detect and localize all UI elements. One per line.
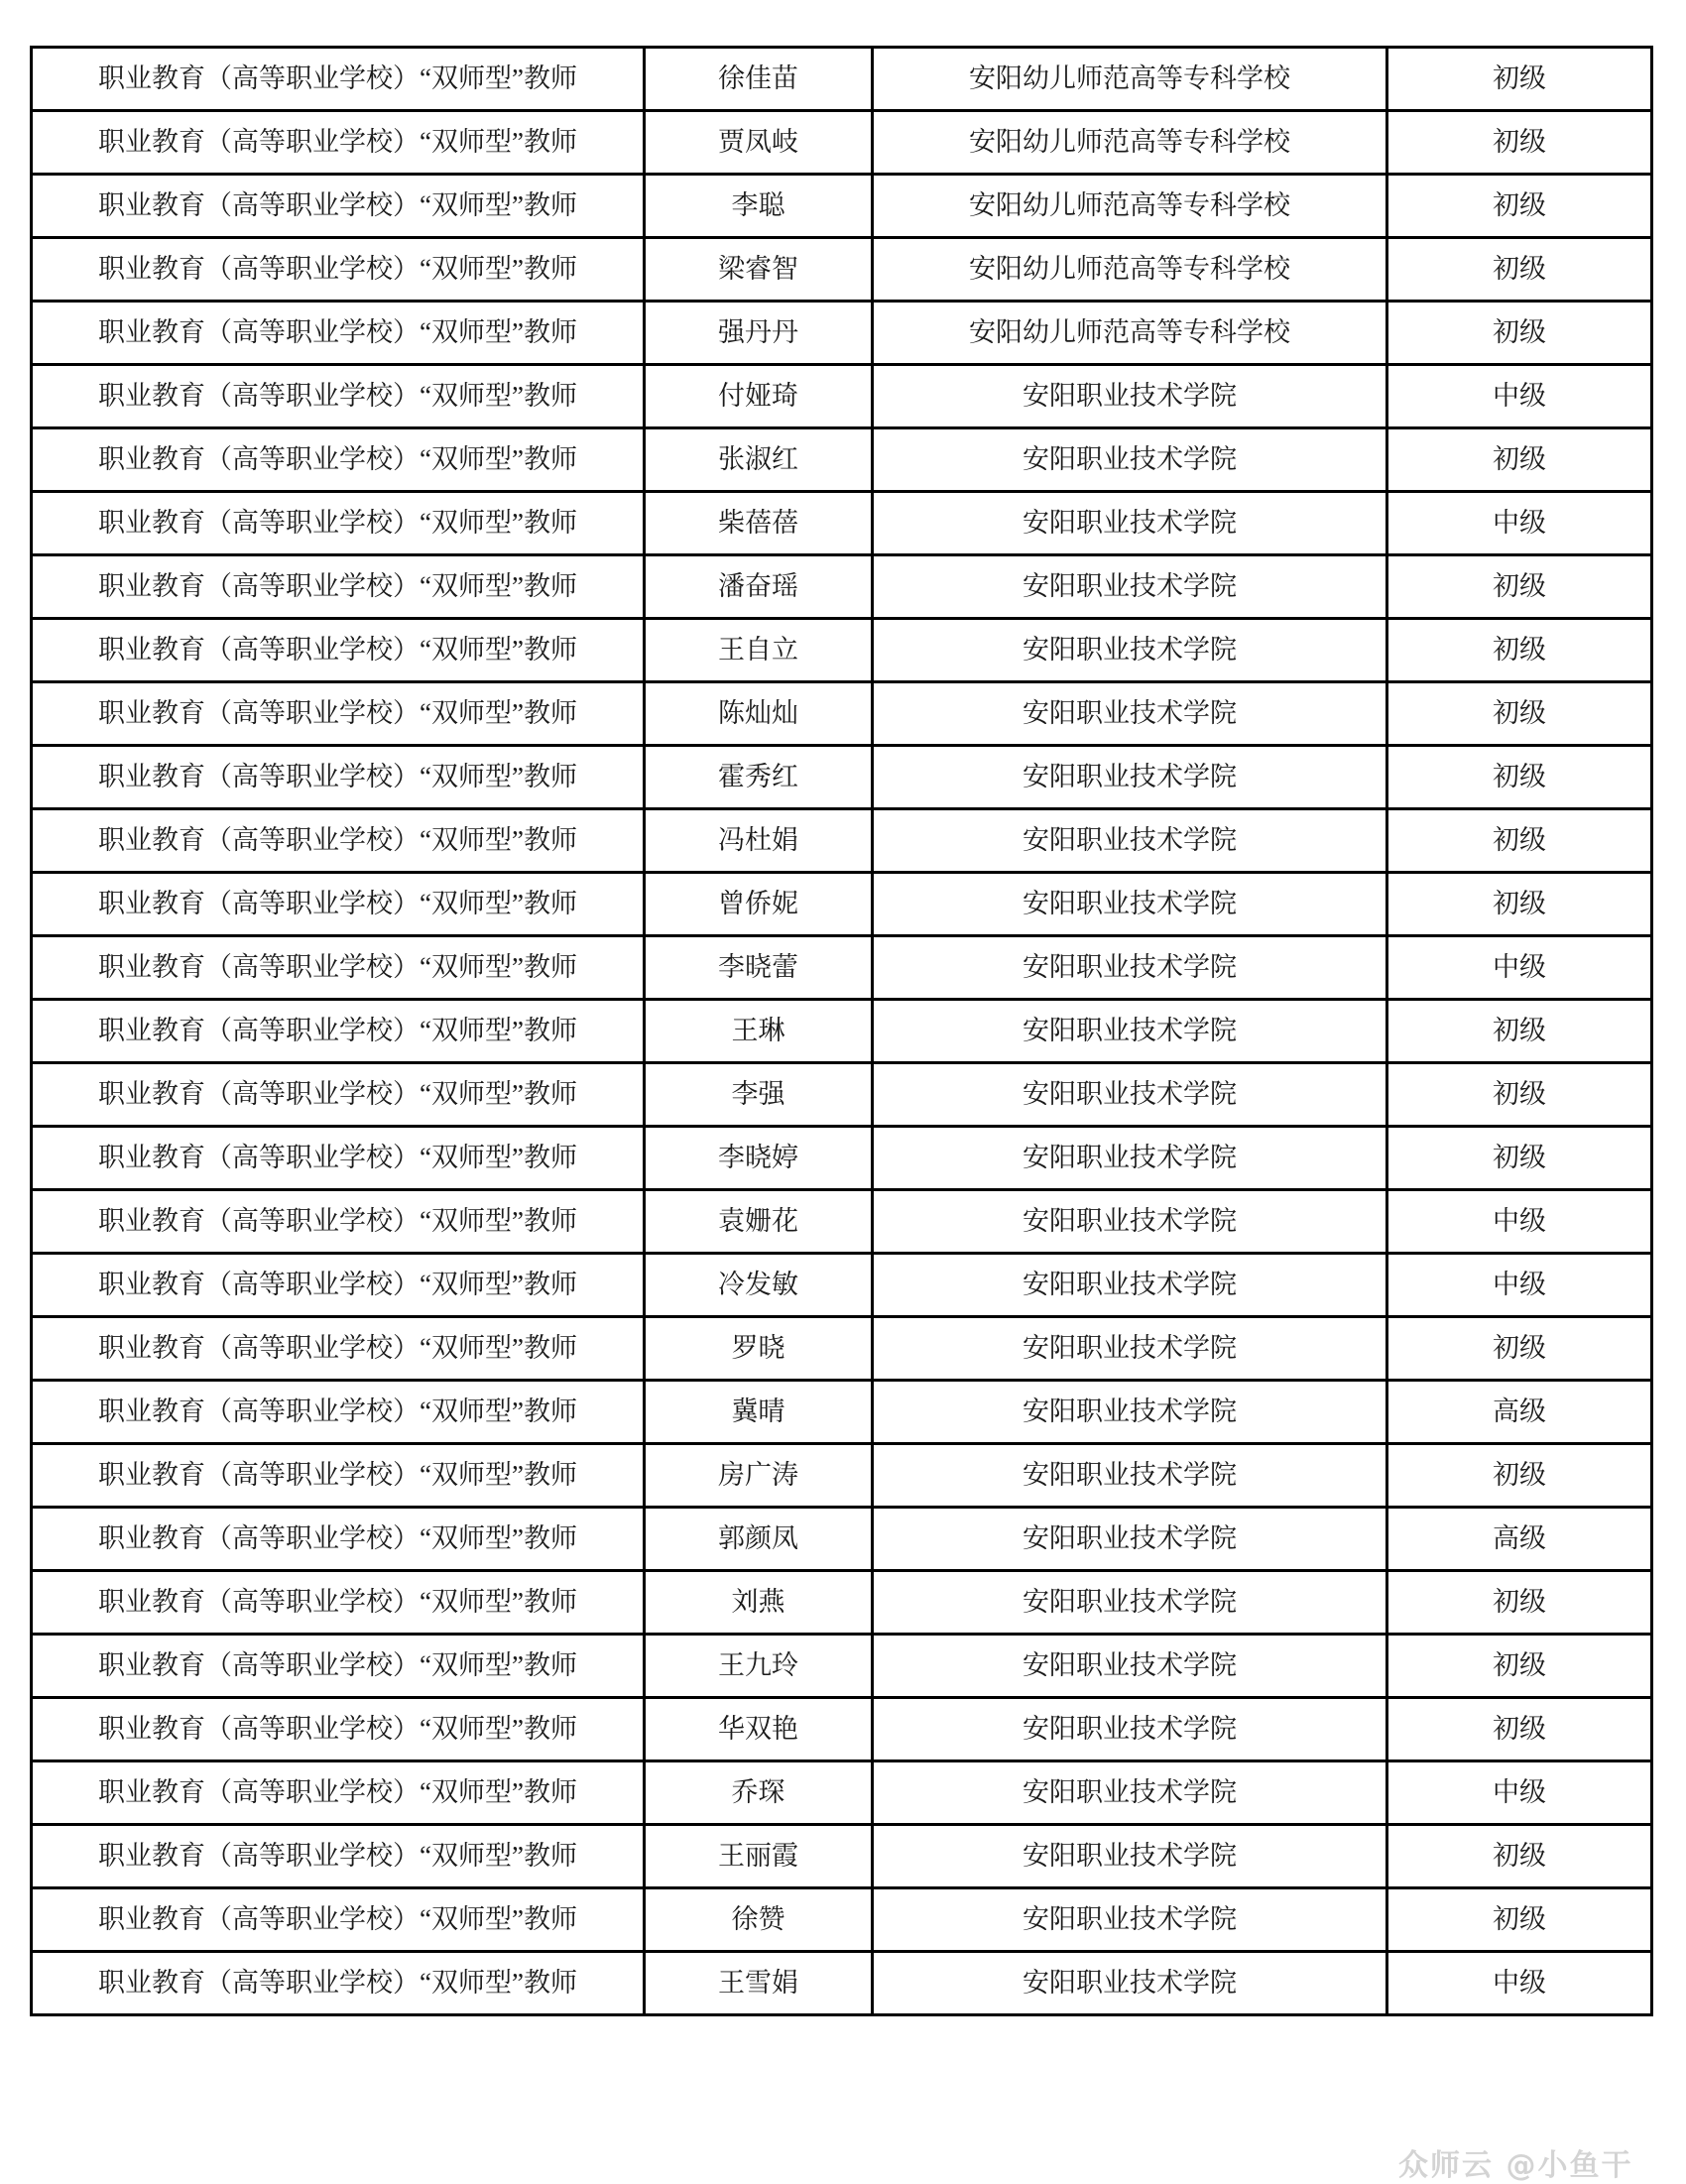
level-cell: 中级: [1387, 1190, 1652, 1254]
category-cell: 职业教育（高等职业学校）“双师型”教师: [32, 1635, 645, 1698]
table-row: [32, 1381, 1652, 1444]
category-cell: 职业教育（高等职业学校）“双师型”教师: [32, 1952, 645, 2015]
table-row: [32, 1761, 1652, 1825]
table-row: [32, 365, 1652, 428]
table-row: [32, 682, 1652, 746]
teacher-name-cell: 曾侨妮: [645, 873, 873, 936]
level-cell: 中级: [1387, 1952, 1652, 2015]
level-cell: 初级: [1387, 1317, 1652, 1381]
table-row: [32, 1127, 1652, 1190]
school-cell: 安阳职业技术学院: [873, 1317, 1387, 1381]
category-cell: 职业教育（高等职业学校）“双师型”教师: [32, 238, 645, 302]
school-cell: 安阳职业技术学院: [873, 1190, 1387, 1254]
category-cell: 职业教育（高等职业学校）“双师型”教师: [32, 1254, 645, 1317]
teacher-name-cell: 冷发敏: [645, 1254, 873, 1317]
school-cell: 安阳职业技术学院: [873, 682, 1387, 746]
school-cell: 安阳职业技术学院: [873, 873, 1387, 936]
teacher-name-cell: 冯杜娟: [645, 809, 873, 873]
table-row: [32, 746, 1652, 809]
school-cell: 安阳职业技术学院: [873, 1000, 1387, 1063]
level-cell: 初级: [1387, 682, 1652, 746]
teacher-name-cell: 冀晴: [645, 1381, 873, 1444]
category-cell: 职业教育（高等职业学校）“双师型”教师: [32, 1444, 645, 1508]
school-cell: 安阳职业技术学院: [873, 1571, 1387, 1635]
category-cell: 职业教育（高等职业学校）“双师型”教师: [32, 1698, 645, 1761]
category-cell: 职业教育（高等职业学校）“双师型”教师: [32, 1317, 645, 1381]
level-cell: 初级: [1387, 809, 1652, 873]
teacher-name-cell: 王自立: [645, 619, 873, 682]
category-cell: 职业教育（高等职业学校）“双师型”教师: [32, 428, 645, 492]
teacher-name-cell: 梁睿智: [645, 238, 873, 302]
teacher-name-cell: 王琳: [645, 1000, 873, 1063]
table-row: [32, 175, 1652, 238]
school-cell: 安阳职业技术学院: [873, 428, 1387, 492]
school-cell: 安阳职业技术学院: [873, 1952, 1387, 2015]
table-row: [32, 619, 1652, 682]
level-cell: 初级: [1387, 1825, 1652, 1888]
level-cell: 初级: [1387, 746, 1652, 809]
level-cell: 初级: [1387, 873, 1652, 936]
table-row: [32, 1063, 1652, 1127]
teacher-name-cell: 华双艳: [645, 1698, 873, 1761]
teacher-name-cell: 潘奋瑶: [645, 555, 873, 619]
school-cell: 安阳幼儿师范高等专科学校: [873, 238, 1387, 302]
school-cell: 安阳幼儿师范高等专科学校: [873, 48, 1387, 111]
level-cell: 初级: [1387, 619, 1652, 682]
table-row: [32, 1635, 1652, 1698]
level-cell: 初级: [1387, 302, 1652, 365]
level-cell: 高级: [1387, 1381, 1652, 1444]
school-cell: 安阳职业技术学院: [873, 1381, 1387, 1444]
table-row: [32, 555, 1652, 619]
category-cell: 职业教育（高等职业学校）“双师型”教师: [32, 365, 645, 428]
table-row: [32, 1317, 1652, 1381]
level-cell: 高级: [1387, 1508, 1652, 1571]
teacher-name-cell: 霍秀红: [645, 746, 873, 809]
school-cell: 安阳职业技术学院: [873, 555, 1387, 619]
roster-table-body: [32, 48, 1652, 2015]
school-cell: 安阳职业技术学院: [873, 809, 1387, 873]
level-cell: 初级: [1387, 1698, 1652, 1761]
level-cell: 初级: [1387, 1635, 1652, 1698]
category-cell: 职业教育（高等职业学校）“双师型”教师: [32, 746, 645, 809]
category-cell: 职业教育（高等职业学校）“双师型”教师: [32, 1761, 645, 1825]
category-cell: 职业教育（高等职业学校）“双师型”教师: [32, 936, 645, 1000]
level-cell: 初级: [1387, 175, 1652, 238]
table-row: [32, 48, 1652, 111]
teacher-name-cell: 乔琛: [645, 1761, 873, 1825]
teacher-name-cell: 李强: [645, 1063, 873, 1127]
category-cell: 职业教育（高等职业学校）“双师型”教师: [32, 1825, 645, 1888]
teacher-name-cell: 柴蓓蓓: [645, 492, 873, 555]
category-cell: 职业教育（高等职业学校）“双师型”教师: [32, 619, 645, 682]
teacher-name-cell: 王丽霞: [645, 1825, 873, 1888]
level-cell: 中级: [1387, 1761, 1652, 1825]
teacher-name-cell: 李晓蕾: [645, 936, 873, 1000]
teacher-name-cell: 罗晓: [645, 1317, 873, 1381]
school-cell: 安阳幼儿师范高等专科学校: [873, 175, 1387, 238]
table-row: [32, 1254, 1652, 1317]
school-cell: 安阳职业技术学院: [873, 1635, 1387, 1698]
teacher-roster-table: [30, 46, 1653, 2016]
school-cell: 安阳职业技术学院: [873, 1888, 1387, 1952]
school-cell: 安阳职业技术学院: [873, 1063, 1387, 1127]
level-cell: 中级: [1387, 365, 1652, 428]
teacher-name-cell: 房广涛: [645, 1444, 873, 1508]
level-cell: 中级: [1387, 1254, 1652, 1317]
school-cell: 安阳职业技术学院: [873, 936, 1387, 1000]
school-cell: 安阳职业技术学院: [873, 1444, 1387, 1508]
category-cell: 职业教育（高等职业学校）“双师型”教师: [32, 1190, 645, 1254]
teacher-name-cell: 李聪: [645, 175, 873, 238]
category-cell: 职业教育（高等职业学校）“双师型”教师: [32, 48, 645, 111]
category-cell: 职业教育（高等职业学校）“双师型”教师: [32, 555, 645, 619]
table-row: [32, 1190, 1652, 1254]
teacher-name-cell: 李晓婷: [645, 1127, 873, 1190]
teacher-name-cell: 刘燕: [645, 1571, 873, 1635]
category-cell: 职业教育（高等职业学校）“双师型”教师: [32, 1063, 645, 1127]
table-row: [32, 302, 1652, 365]
category-cell: 职业教育（高等职业学校）“双师型”教师: [32, 809, 645, 873]
table-row: [32, 1444, 1652, 1508]
table-row: [32, 428, 1652, 492]
school-cell: 安阳职业技术学院: [873, 492, 1387, 555]
table-row: [32, 1571, 1652, 1635]
teacher-name-cell: 张淑红: [645, 428, 873, 492]
school-cell: 安阳职业技术学院: [873, 1761, 1387, 1825]
table-row: [32, 1698, 1652, 1761]
teacher-name-cell: 贾凤岐: [645, 111, 873, 175]
table-row: [32, 492, 1652, 555]
level-cell: 中级: [1387, 936, 1652, 1000]
category-cell: 职业教育（高等职业学校）“双师型”教师: [32, 175, 645, 238]
level-cell: 初级: [1387, 555, 1652, 619]
table-row: [32, 238, 1652, 302]
category-cell: 职业教育（高等职业学校）“双师型”教师: [32, 1381, 645, 1444]
school-cell: 安阳职业技术学院: [873, 1508, 1387, 1571]
teacher-name-cell: 陈灿灿: [645, 682, 873, 746]
level-cell: 初级: [1387, 1127, 1652, 1190]
category-cell: 职业教育（高等职业学校）“双师型”教师: [32, 1888, 645, 1952]
teacher-name-cell: 郭颜凤: [645, 1508, 873, 1571]
school-cell: 安阳职业技术学院: [873, 619, 1387, 682]
level-cell: 初级: [1387, 1063, 1652, 1127]
table-row: [32, 809, 1652, 873]
category-cell: 职业教育（高等职业学校）“双师型”教师: [32, 873, 645, 936]
level-cell: 初级: [1387, 48, 1652, 111]
category-cell: 职业教育（高等职业学校）“双师型”教师: [32, 111, 645, 175]
table-row: [32, 1888, 1652, 1952]
table-row: [32, 1000, 1652, 1063]
school-cell: 安阳职业技术学院: [873, 1127, 1387, 1190]
level-cell: 初级: [1387, 111, 1652, 175]
school-cell: 安阳职业技术学院: [873, 1825, 1387, 1888]
table-row: [32, 1825, 1652, 1888]
teacher-name-cell: 王雪娟: [645, 1952, 873, 2015]
school-cell: 安阳职业技术学院: [873, 1698, 1387, 1761]
category-cell: 职业教育（高等职业学校）“双师型”教师: [32, 492, 645, 555]
category-cell: 职业教育（高等职业学校）“双师型”教师: [32, 1508, 645, 1571]
level-cell: 中级: [1387, 492, 1652, 555]
teacher-name-cell: 强丹丹: [645, 302, 873, 365]
watermark: 众师云 @小鱼干: [1398, 2148, 1633, 2183]
table-row: [32, 873, 1652, 936]
level-cell: 初级: [1387, 1444, 1652, 1508]
school-cell: 安阳幼儿师范高等专科学校: [873, 111, 1387, 175]
level-cell: 初级: [1387, 428, 1652, 492]
teacher-name-cell: 徐赞: [645, 1888, 873, 1952]
table-row: [32, 1952, 1652, 2015]
teacher-name-cell: 付娅琦: [645, 365, 873, 428]
level-cell: 初级: [1387, 1571, 1652, 1635]
teacher-name-cell: 袁姗花: [645, 1190, 873, 1254]
teacher-name-cell: 徐佳苗: [645, 48, 873, 111]
school-cell: 安阳职业技术学院: [873, 1254, 1387, 1317]
category-cell: 职业教育（高等职业学校）“双师型”教师: [32, 1127, 645, 1190]
category-cell: 职业教育（高等职业学校）“双师型”教师: [32, 302, 645, 365]
level-cell: 初级: [1387, 1888, 1652, 1952]
table-row: [32, 1508, 1652, 1571]
table-row: [32, 111, 1652, 175]
level-cell: 初级: [1387, 238, 1652, 302]
level-cell: 初级: [1387, 1000, 1652, 1063]
table-row: [32, 936, 1652, 1000]
category-cell: 职业教育（高等职业学校）“双师型”教师: [32, 1000, 645, 1063]
teacher-name-cell: 王九玲: [645, 1635, 873, 1698]
school-cell: 安阳职业技术学院: [873, 365, 1387, 428]
school-cell: 安阳幼儿师范高等专科学校: [873, 302, 1387, 365]
category-cell: 职业教育（高等职业学校）“双师型”教师: [32, 1571, 645, 1635]
category-cell: 职业教育（高等职业学校）“双师型”教师: [32, 682, 645, 746]
school-cell: 安阳职业技术学院: [873, 746, 1387, 809]
